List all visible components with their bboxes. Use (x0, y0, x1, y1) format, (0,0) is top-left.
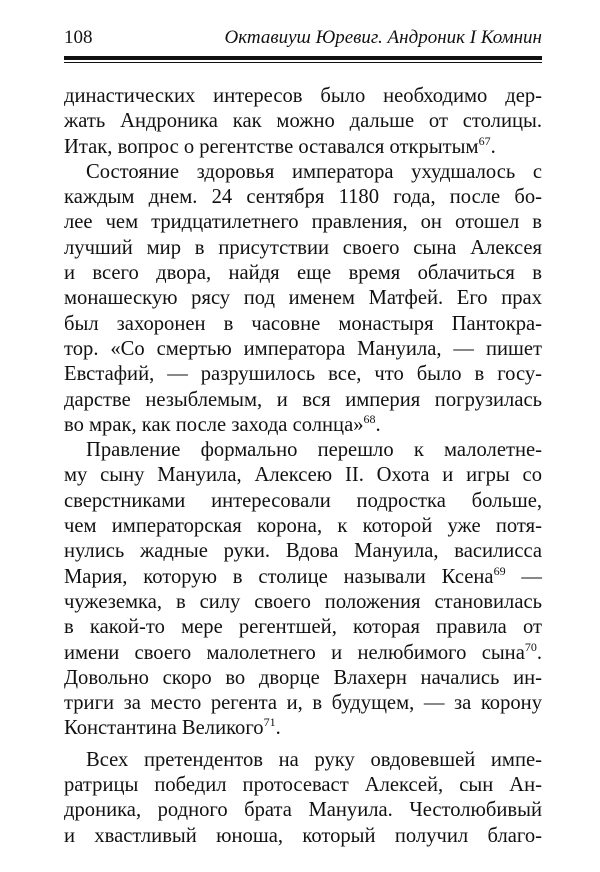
line-text: Константина Великого (64, 717, 264, 740)
body-text (64, 84, 542, 849)
paragraph (64, 160, 542, 438)
footnote-ref: 71 (263, 715, 276, 730)
text-line: нулись жадные руки. Вдова Мануила, василисса (64, 540, 542, 563)
text-line (64, 135, 542, 160)
line-text: имени своего малолетнего и нелюбимого сына (64, 641, 525, 664)
text-line: му сыну Мануила, Алексею II. Охота и игры со (64, 464, 542, 487)
line-text: Итак, вопрос о регентстве оставался открытым (64, 135, 479, 158)
line-text: во мрак, как после захода солнца» (64, 413, 364, 436)
text-line (64, 565, 542, 590)
text-line: династических интересов было необходимо дер- (64, 85, 542, 107)
line-text: . (275, 717, 281, 740)
line-text: . (536, 641, 542, 664)
footnote-ref: 69 (493, 563, 506, 578)
line-text: Мария, которую в столице называли Ксена (64, 565, 494, 588)
line-text: — (505, 565, 543, 588)
page-number: 108 (64, 27, 93, 48)
text-line: каждым днем. 24 сентября 1180 года, после бо- (64, 186, 542, 209)
paragraph (64, 748, 542, 849)
text-line: Правление формально перешло к малолетне- (86, 439, 542, 462)
text-line: Всех претендентов на руку овдовевшей импе- (86, 748, 542, 771)
footnote-ref: 70 (524, 639, 537, 654)
paragraph (64, 438, 542, 742)
text-line (64, 716, 542, 741)
text-line: Довольно скоро во дворце Влахерн начались ин- (64, 666, 542, 689)
text-line: дроника, родного брата Мануила. Честолюбивый (64, 799, 542, 822)
line-text: . (490, 135, 496, 158)
line-text: . (375, 413, 381, 436)
header-rule-thick (64, 56, 542, 60)
text-line: сверстниками интересовали подростка больше, (64, 489, 542, 512)
header-rule-thin (64, 62, 542, 63)
book-page (64, 26, 542, 849)
text-line: и хвастливый юноша, который получил благо- (64, 824, 542, 847)
text-line: монашескую рясу под именем Матфей. Его прах (64, 287, 542, 310)
text-line: был захоронен в часовне монастыря Пантокра- (64, 312, 542, 335)
text-line: тор. «Со смертью императора Мануила, — пишет (64, 337, 542, 360)
footnote-ref: 68 (363, 412, 376, 426)
text-line: Евстафий, — разрушилось все, что было в госу- (64, 363, 542, 386)
running-head: Октавиуш Юревиг. Андроник I Комнин (224, 27, 542, 48)
text-line: в какой-то мере регентшей, которая правила от (64, 616, 542, 639)
text-line: триги за место регента и, в будущем, — за корону (64, 692, 542, 715)
page-header (64, 26, 542, 50)
text-line: чужеземка, в силу своего положения становилась (64, 590, 542, 613)
text-line: и всего двора, найдя еще время облачиться в (64, 262, 542, 285)
footnote-ref: 67 (478, 133, 491, 148)
text-line: дарстве незыблемым, и вся империя погрузилась (64, 388, 542, 411)
text-line: ратрицы победил протосеваст Алексей, сын Ан- (64, 774, 542, 797)
text-line: Состояние здоровья императора ухудшалось с (86, 160, 542, 183)
text-line (64, 641, 542, 666)
text-line: чем императорская корона, к которой уже потя- (64, 515, 542, 538)
text-line: лее чем тридцатилетнего правления, он отошел в (64, 211, 542, 234)
text-line: жать Андроника как можно дальше от столицы. (64, 110, 542, 133)
text-line (64, 413, 542, 438)
paragraph (64, 84, 542, 160)
text-line: лучший мир в присутствии своего сына Алексея (64, 236, 542, 259)
